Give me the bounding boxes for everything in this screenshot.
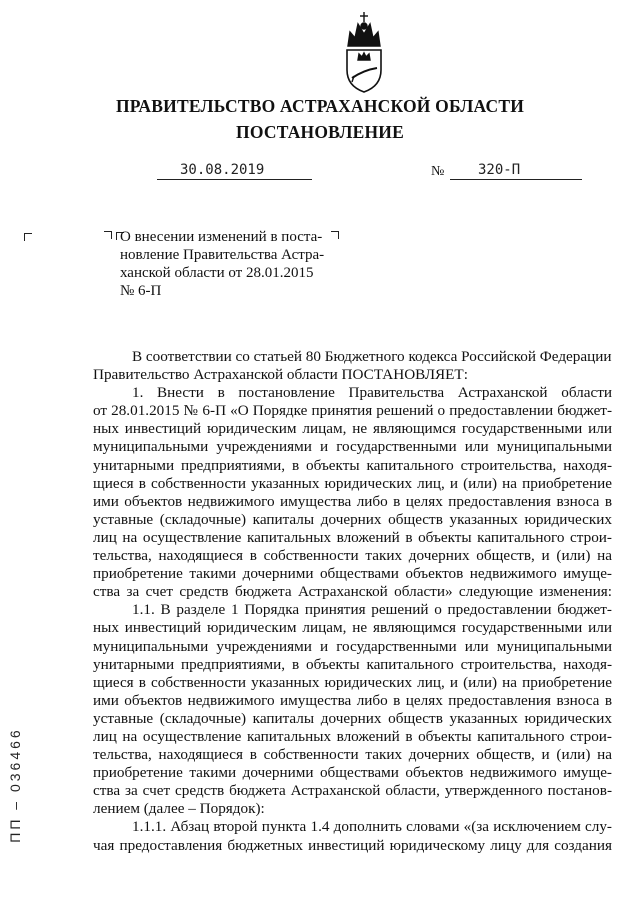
body-line: В соответствии со статьей 80 Бюджетного кодекса Российской Федерации [132,348,612,365]
subject-line: № 6-П [120,283,162,299]
side-serial-number: ПП – 036466 [7,727,23,843]
document-type-title: ПОСТАНОВЛЕНИЕ [236,122,404,142]
body-line: ных инвестиций юридическим лицам, не являющимся государственными или [93,420,612,438]
body-line: ими объектов недвижимого имущества либо в целях предоставления взноса в [93,691,612,709]
corner-mark-left [24,233,32,241]
body-line: лиц на осуществление капитальных вложений в объекты капитального строи- [93,727,612,745]
coat-of-arms-emblem [340,8,388,94]
body-line: унитарными предприятиями, в объекты капитального строительства, находя- [93,456,612,474]
body-line: щиеся в собственности указанных юридических лиц, и (или) на приобретение [93,673,612,691]
side-serial-area [0,725,30,845]
subject-line: ханской области от 28.01.2015 [120,265,314,281]
body-line: уставные (складочные) капиталы дочерних обществ указанных юридических [93,709,612,727]
body-line: приобретение такими дочерними обществами объектов недвижимого имуще- [93,565,612,583]
document-number: 320-П [478,162,521,178]
number-underline [450,179,582,180]
corner-mark-subject-left-a [104,231,112,239]
body-line: лением (далее – Порядок): [93,800,265,818]
document-date: 30.08.2019 [180,162,265,178]
subject-line: О внесении изменений в поста- [120,229,323,245]
body-line: приобретение такими дочерними обществами объектов недвижимого имуще- [93,764,612,782]
body-line: ных инвестиций юридическим лицам, не являющимся государственными или [93,619,612,637]
body-line: Правительство Астраханской области ПОСТАНОВЛЯЕТ: [93,366,468,384]
organization-title: ПРАВИТЕЛЬСТВО АСТРАХАНСКОЙ ОБЛАСТИ [115,96,525,116]
body-line: тельства, находящиеся в собственности таких дочерних обществ, и (или) на [93,547,612,565]
body-line: муниципальными учреждениями и государственными или муниципальными [93,637,612,655]
body-line: щиеся в собственности указанных юридических лиц, и (или) на приобретение [93,474,612,492]
body-line: унитарными предприятиями, в объекты капитального строительства, находя- [93,655,612,673]
body-line: ства за счет средств бюджета Астраханской области, утвержденного постанов- [93,782,612,800]
subject-line: новление Правительства Астра- [120,247,325,263]
document-subject [120,228,340,300]
date-underline [157,179,312,180]
body-line: ими объектов недвижимого имущества либо в целях предоставления взноса в [93,492,612,510]
body-line: тельства, находящиеся в собственности таких дочерних обществ, и (или) на [93,746,612,764]
body-line: муниципальными учреждениями и государственными или муниципальными [93,438,612,456]
body-line: 1.1. В разделе 1 Порядка принятия решений о предоставлении бюджет- [132,601,612,619]
document-body [93,348,612,855]
body-line: 1. Внести в постановление Правительства Астраханской области [132,384,612,402]
body-line: лиц на осуществление капитальных вложений в объекты капитального строи- [93,528,612,546]
body-line: ства за счет средств бюджета Астраханской области» следующие изменения: [93,583,612,601]
body-line: 1.1.1. Абзац второй пункта 1.4 дополнить словами «(за исключением слу- [132,818,612,836]
body-line: от 28.01.2015 № 6-П «О Порядке принятия решений о предоставлении бюджет- [93,402,612,420]
body-line: уставные (складочные) капиталы дочерних обществ указанных юридических [93,510,612,528]
body-line: чая предоставления бюджетных инвестиций юридическому лицу для создания [93,836,612,854]
number-sign: № [431,164,445,179]
